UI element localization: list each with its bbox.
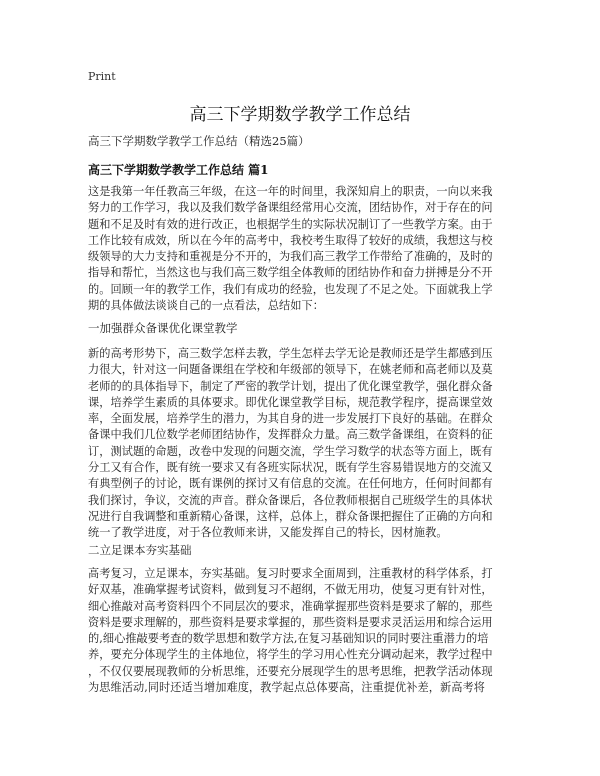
paragraph-line: 的。回顾一年的教学工作，我们有成功的经验，也发现了不足之处。下面就我上学: [88, 282, 493, 296]
paragraph-line: 工作比较有成效，所以在今年的高考中，我校考生取得了较好的成绩，我想这与校: [88, 233, 493, 247]
paragraph-line: 为思维活动,同时还适当增加难度，教学起点总体要高，注重提优补差，新高考将: [88, 681, 485, 695]
paragraph-line: 课，培养学生素质的具体要求。即优化课堂教学目标，规范教学程序，提高课堂效: [88, 395, 493, 409]
paragraph-line: 养，要充分体现学生的主体地位，将学生的学习用心性充分调动起来，教学过程中: [88, 648, 493, 662]
paragraph-line: 分工又有合作，既有统一要求又有各班实际状况，既有学生容易错误地方的交流又: [88, 461, 493, 475]
paragraph-line: 资料是要求理解的，那些资料是要求掌握的，那些资料是要求灵活运用和综合运用: [88, 615, 493, 629]
paragraph-line: ，不仅仅要展现教师的分析思维，还要充分展现学生的思考思维，把教学活动体现: [88, 664, 493, 678]
paragraph-line: 订，测试题的命题，改卷中发现的问题交流，学生学习数学的状态等方面上，既有: [88, 444, 493, 458]
paragraph-3: [88, 566, 516, 696]
paragraph-line: 有典型例子的讨论，既有课例的探讨又有信息的交流。在任何地方，任何时间都有: [88, 477, 493, 491]
paragraph-line: 老师的的具体指导下，制定了严密的教学计划，提出了优化课堂教学，强化群众备: [88, 379, 493, 393]
section-heading: 高三下学期数学教学工作总结 篇1: [88, 163, 269, 177]
paragraph-line: 统一了教学进度，对于各位教师来讲，又能发挥自己的特长，因材施教。: [88, 526, 448, 540]
paragraph-line: 力很大，针对这一问题备课组在学校和年级部的领导下，在姚老师和高老师以及莫: [88, 363, 493, 377]
subheading-1: 一加强群众备课优化课堂教学: [88, 321, 238, 335]
paragraph-line: 高考复习，立足课本，夯实基础。复习时要求全面周到，注重教材的科学体系，打: [88, 567, 493, 580]
paragraph-line: 好双基，准确掌握考试资料，做到复习不超纲，不做无用功，使复习更有针对性，: [88, 583, 493, 597]
paragraph-line: 新的高考形势下，高三数学怎样去教，学生怎样去学无论是教师还是学生都感到压: [88, 347, 493, 360]
document-subtitle: 高三下学期数学教学工作总结（精选25篇）: [88, 134, 310, 148]
paragraph-line: 备课中我们几位数学老师团结协作，发挥群众力量。高三数学备课组，在资料的征: [88, 428, 493, 442]
paragraph-line: 我们探讨，争议，交流的声音。群众备课后，各位教师根据自己班级学生的具体状: [88, 493, 493, 507]
print-link[interactable]: Print: [88, 70, 116, 83]
paragraph-line: 期的具体做法谈谈自己的一点看法，总结如下：: [88, 299, 324, 313]
paragraph-line: 率，全面发展，培养学生的潜力，为其自身的进一步发展打下良好的基础。在群众: [88, 412, 493, 426]
document-title: 高三下学期数学教学工作总结: [189, 105, 411, 125]
paragraph-line: 的,细心推敲要考查的数学思想和数学方法,在复习基础知识的同时要注重潜力的培: [88, 632, 489, 646]
paragraph-2: [88, 346, 516, 542]
paragraph-line: 努力的工作学习，我以及我们数学备课组经常用心交流，团结协作，对于存在的问: [88, 201, 493, 215]
paragraph-line: 指导和帮忙，当然这也与我们高三数学组全体教师的团结协作和奋力拼搏是分不开: [88, 266, 493, 280]
paragraph-line: 况进行自我调整和重新精心备课，这样，总体上，群众备课把握住了正确的方向和: [88, 509, 493, 523]
paragraph-line: 题和不足及时有效的进行改正，也根据学生的实际状况制订了一些教学方案。由于: [88, 217, 493, 231]
paragraph-line: 这是我第一年任教高三年级，在这一年的时间里，我深知肩上的职责，一向以来我: [88, 185, 493, 198]
paragraph-line: 级领导的大力支持和重视是分不开的，为我们高三教学工作带给了准确的，及时的: [88, 250, 493, 264]
paragraph-line: 细心推敲对高考资料四个不同层次的要求，准确掌握那些资料是要求了解的，那些: [88, 599, 493, 613]
paragraph-1: [88, 184, 516, 314]
subheading-2: 二立足课本夯实基础: [88, 543, 192, 557]
